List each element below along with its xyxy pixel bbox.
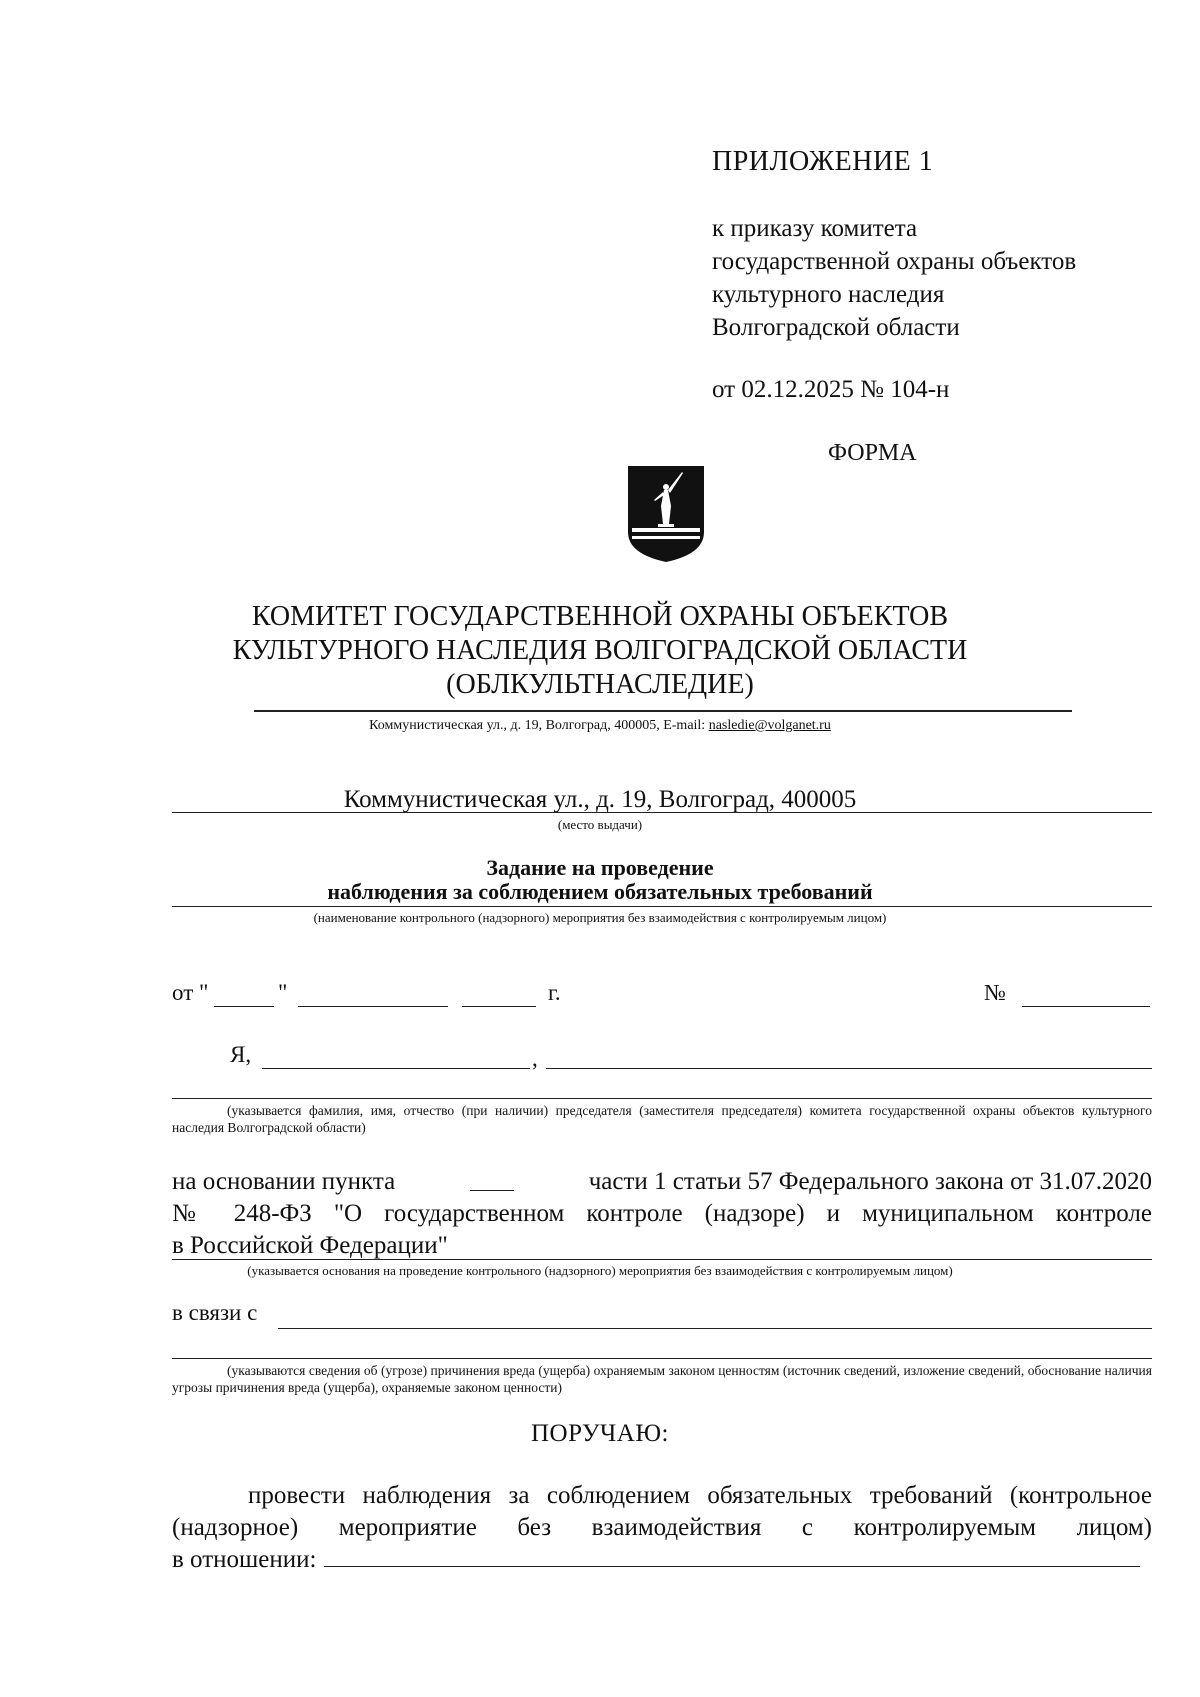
order-line-2: (надзорное) мероприятие без взаимодействия с контролируемым лицом) (172, 1514, 1152, 1541)
basis-line-2: № 248-ФЗ "О государственном контроле (надзоре) и муниципальном контроле (172, 1200, 1152, 1227)
appendix-date-number: от 02.12.2025 № 104-н (712, 376, 950, 403)
basis-point-field[interactable] (470, 1166, 514, 1191)
basis-line-1 (172, 1166, 1152, 1198)
number-label: № (984, 980, 1006, 1005)
reason-extra-line[interactable] (172, 1358, 1152, 1359)
task-title-caption: (наименование контрольного (надзорного) мероприятия без взаимодействия с контролируемым лицом) (313, 910, 887, 925)
issuer-label: Я, (230, 1042, 252, 1067)
reason-label: в связи с (172, 1300, 258, 1325)
volgograd-coat-of-arms-icon (628, 466, 704, 562)
basis-line1-rest: части 1 статьи 57 Федерального закона от 31.07.2020 (588, 1168, 1152, 1195)
date-from-label: от " (172, 980, 209, 1005)
order-target-field[interactable] (324, 1566, 1140, 1567)
issuer-extra-line[interactable] (172, 1098, 1152, 1099)
issuer-caption (172, 1102, 1152, 1136)
date-day-field[interactable] (214, 1006, 274, 1007)
contact-email-link[interactable]: nasledie@volganet.ru (708, 718, 831, 733)
order-paragraph (172, 1480, 1152, 1576)
place-of-issue-line (172, 812, 1152, 813)
appendix-line: Волгоградской области (712, 314, 960, 341)
organization-name-line: КОМИТЕТ ГОСУДАРСТВЕННОЙ ОХРАНЫ ОБЪЕКТОВ (251, 601, 949, 632)
basis-underline (172, 1259, 1152, 1260)
issuer-comma: , (532, 1046, 538, 1071)
header-divider (254, 710, 1072, 712)
organization-name (0, 600, 1200, 702)
appendix-title: ПРИЛОЖЕНИЕ 1 (712, 146, 934, 177)
order-line-1: провести наблюдения за соблюдением обязательных требований (контрольное (248, 1482, 1152, 1509)
organization-name-line: КУЛЬТУРНОГО НАСЛЕДИЯ ВОЛГОГРАДСКОЙ ОБЛАСТИ (232, 635, 968, 666)
place-of-issue-value: Коммунистическая ул., д. 19, Волгоград, 400005 (343, 786, 857, 813)
order-heading: ПОРУЧАЮ: (530, 1420, 670, 1447)
appendix-order-reference (712, 212, 1076, 344)
issuer-position-field[interactable] (546, 1068, 1152, 1069)
place-of-issue-caption: (место выдачи) (557, 817, 643, 832)
appendix-line: государственной охраны объектов (712, 248, 1077, 275)
order-target-label: в отношении: (172, 1546, 317, 1573)
reason-field[interactable] (278, 1328, 1152, 1329)
reason-caption (172, 1362, 1152, 1396)
reason-caption-text: (указываются сведения об (угрозе) причинения вреда (ущерба) охраняемым законом ценностям (источник сведений, изложение сведений, обоснование наличия угрозы причинения вреда (ущерба), охраняемые законом ценности) (172, 1363, 1152, 1395)
order-line-3 (172, 1544, 1152, 1576)
basis-paragraph (172, 1166, 1152, 1262)
form-label: ФОРМА (828, 440, 917, 466)
task-title (0, 856, 1200, 904)
date-quote-close: " (278, 980, 288, 1005)
basis-line-3: в Российской Федерации" (172, 1232, 448, 1259)
date-year-field[interactable] (462, 1006, 536, 1007)
contact-address: Коммунистическая ул., д. 19, Волгоград, 400005, E-mail: (369, 718, 709, 733)
appendix-line: к приказу комитета (712, 215, 918, 242)
task-title-line-underline (172, 906, 1152, 907)
appendix-line: культурного наследия (712, 281, 945, 308)
basis-line1-start: на основании пункта (172, 1168, 396, 1195)
organization-name-line: (ОБЛКУЛЬТНАСЛЕДИЕ) (446, 669, 754, 700)
organization-contact (0, 718, 1200, 734)
date-year-suffix: г. (548, 980, 561, 1005)
issuer-caption-text: (указывается фамилия, имя, отчество (при наличии) председателя (заместителя председателя) комитета государственной охраны объектов культурного наследия Волгоградской области) (172, 1103, 1152, 1135)
task-title-line: Задание на проведение (486, 855, 714, 880)
issuer-name-field[interactable] (262, 1068, 530, 1069)
basis-caption: (указывается основания на проведение контрольного (надзорного) мероприятия без взаимодействия с контролируемым лицом) (247, 1263, 953, 1278)
task-title-line: наблюдения за соблюдением обязательных требований (327, 879, 873, 904)
date-month-field[interactable] (298, 1006, 448, 1007)
document-number-field[interactable] (1022, 1006, 1150, 1007)
